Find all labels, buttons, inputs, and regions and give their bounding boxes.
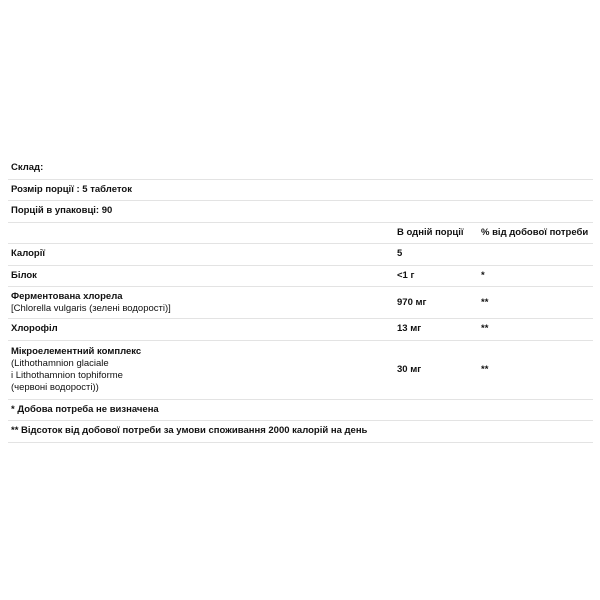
nutrient-subtitle-line: і Lithothamnion tophiforme	[11, 369, 123, 381]
footnote-row-one-star	[8, 400, 593, 422]
table-row-chlorophyll	[8, 319, 593, 341]
serving-size: Розмір порції : 5 таблеток	[11, 183, 132, 195]
composition-label: Склад:	[11, 162, 44, 174]
table-row-protein	[8, 266, 593, 288]
nutrient-name-cell	[8, 291, 397, 315]
column-header-daily-value: % від добової потреби	[481, 226, 589, 238]
nutrient-subtitle-line: (червоні водорості))	[11, 381, 99, 393]
table-row-trace-minerals	[8, 341, 593, 400]
nutrient-daily-value: *	[481, 269, 485, 281]
footnote-row-two-star	[8, 421, 593, 443]
nutrient-name: Мікроелементний комплекс	[11, 345, 142, 357]
footnote-one-star: * Добова потреба не визначена	[11, 403, 159, 415]
column-header-row	[8, 223, 593, 245]
nutrient-daily-value: **	[481, 323, 489, 335]
footnote-two-star: ** Відсоток від добової потреби за умови споживання 2000 калорій на день	[11, 425, 368, 437]
column-header-per-serving: В одній порції	[397, 226, 464, 238]
composition-row	[8, 158, 593, 180]
nutrient-amount: 5	[397, 248, 403, 260]
nutrient-name-cell	[8, 346, 397, 394]
nutrient-amount: 970 мг	[397, 296, 427, 308]
nutrient-name: Ферментована хлорела	[11, 290, 123, 302]
nutrient-daily-value: **	[481, 296, 489, 308]
serving-size-row	[8, 180, 593, 202]
servings-per-container: Порцій в упаковці: 90	[11, 205, 113, 217]
servings-per-container-row	[8, 201, 593, 223]
nutrient-subtitle-line: (Lithothamnion glaciale	[11, 357, 109, 369]
nutrient-name: Хлорофіл	[11, 323, 58, 335]
nutrient-amount: 13 мг	[397, 323, 422, 335]
nutrient-daily-value: **	[481, 363, 489, 375]
table-row-calories	[8, 244, 593, 266]
nutrient-name: Білок	[11, 269, 37, 281]
table-row-chlorella	[8, 287, 593, 319]
nutrient-name: Калорії	[11, 248, 46, 260]
supplement-facts-table	[8, 158, 593, 443]
nutrient-subtitle: [Chlorella vulgaris (зелені водорості)]	[11, 302, 171, 314]
nutrient-amount: <1 г	[397, 269, 415, 281]
nutrient-amount: 30 мг	[397, 363, 422, 375]
